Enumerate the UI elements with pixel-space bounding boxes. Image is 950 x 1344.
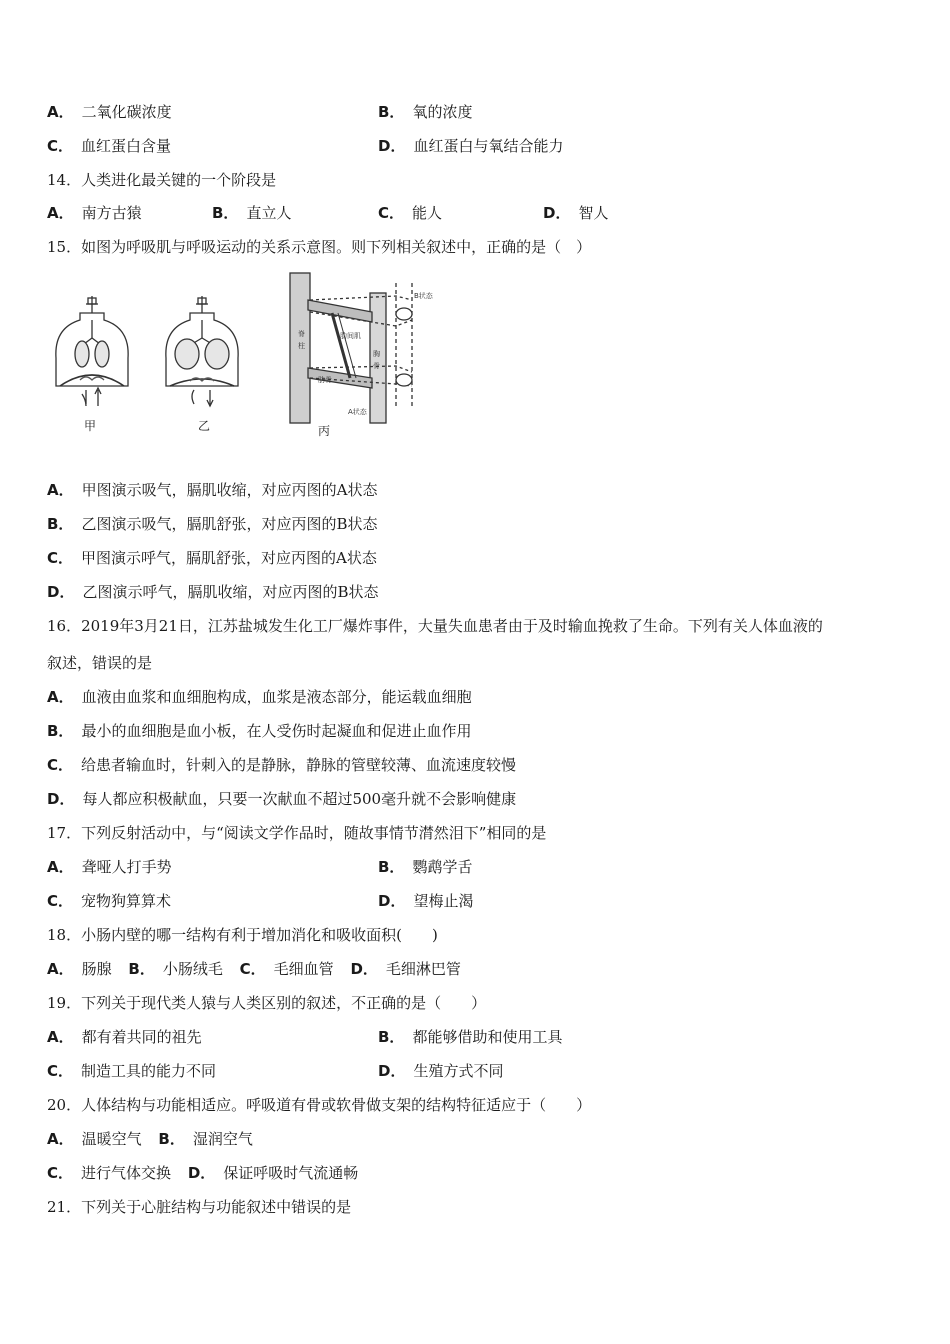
- q19-option-b[interactable]: [378, 1026, 562, 1048]
- q17-option-a[interactable]: [47, 856, 172, 878]
- q14-option-c[interactable]: [378, 202, 442, 224]
- b-state-label: B状态: [414, 292, 433, 300]
- q15-option-d[interactable]: [47, 581, 378, 603]
- q15-option-a[interactable]: [47, 479, 377, 501]
- option-text: 南方古猿: [81, 204, 142, 222]
- option-text: 血红蛋白与氧结合能力: [413, 137, 564, 155]
- q16-option-d[interactable]: [47, 788, 516, 810]
- option-text: 甲图演示呼气，膈肌舒张，对应丙图的A状态: [81, 549, 377, 567]
- rib-model-bing: [290, 273, 412, 423]
- option-label: A．: [47, 1028, 74, 1046]
- option-label: A．: [47, 960, 74, 978]
- option-text: 都能够借助和使用工具: [412, 1028, 563, 1046]
- option-label: D．: [187, 1164, 216, 1182]
- option-label: B．: [47, 722, 74, 740]
- q19-option-a[interactable]: [47, 1026, 202, 1048]
- q15-option-c[interactable]: [47, 547, 377, 569]
- option-label: C．: [47, 756, 74, 774]
- q13-option-b[interactable]: [378, 101, 472, 123]
- figure-label-jia: 甲: [84, 419, 97, 433]
- option-text: 能人: [412, 204, 443, 222]
- option-text: 湿润空气: [192, 1130, 253, 1148]
- q14-option-d[interactable]: [543, 202, 608, 224]
- option-text: 乙图演示呼气，膈肌收缩，对应丙图的B状态: [82, 583, 379, 601]
- option-text: 给患者输血时，针刺入的是静脉，静脉的管壁较薄、血流速度较慢: [81, 756, 517, 774]
- bell-jar-jia: [56, 296, 128, 406]
- option-text: 毛细淋巴管: [385, 960, 461, 978]
- option-text: 甲图演示吸气，膈肌收缩，对应丙图的A状态: [81, 481, 378, 499]
- option-label: B．: [378, 858, 405, 876]
- q20-option-b[interactable]: [158, 1130, 252, 1148]
- option-text: 肠腺: [81, 960, 112, 978]
- q18-option-b[interactable]: [128, 960, 222, 978]
- option-label: C．: [378, 204, 405, 222]
- option-label: B．: [158, 1130, 185, 1148]
- option-text: 聋哑人打手势: [81, 858, 172, 876]
- option-text: 乙图演示吸气，膈肌舒张，对应丙图的B状态: [81, 515, 378, 533]
- option-label: A．: [47, 688, 74, 706]
- q18-options-row: [47, 958, 461, 980]
- q18-stem: 18．小肠内壁的哪一结构有利于增加消化和吸收面积( ): [47, 926, 438, 944]
- option-label: A．: [47, 1130, 74, 1148]
- q14-stem: 14．人类进化最关键的一个阶段是: [47, 171, 277, 189]
- option-label: D．: [378, 1062, 406, 1080]
- q20-option-a[interactable]: [47, 1130, 142, 1148]
- q18-option-a[interactable]: [47, 960, 112, 978]
- option-label: C．: [47, 137, 74, 155]
- a-state-label: A状态: [348, 408, 367, 416]
- q19-option-d[interactable]: [378, 1060, 503, 1082]
- option-text: 保证呼吸时气流通畅: [223, 1164, 359, 1182]
- q17-stem: 17．下列反射活动中，与“阅读文学作品时，随故事情节潸然泪下”相同的是: [47, 824, 547, 842]
- option-label: D．: [47, 790, 75, 808]
- option-label: C．: [47, 549, 74, 567]
- option-label: D．: [378, 892, 406, 910]
- figure-label-yi: 乙: [198, 419, 211, 433]
- option-text: 生殖方式不同: [413, 1062, 504, 1080]
- option-text: 小肠绒毛: [162, 960, 223, 978]
- q17-option-b[interactable]: [378, 856, 472, 878]
- respiration-figure: [50, 268, 460, 443]
- option-label: C．: [239, 960, 266, 978]
- option-text: 望梅止渴: [413, 892, 474, 910]
- muscle-label: 肋间肌: [340, 332, 361, 340]
- q18-option-c[interactable]: [240, 960, 334, 978]
- option-text: 直立人: [246, 204, 292, 222]
- option-label: B．: [47, 515, 74, 533]
- q16-option-b[interactable]: [47, 720, 471, 742]
- q13-option-a[interactable]: [47, 101, 172, 123]
- q17-option-d[interactable]: [378, 890, 473, 912]
- option-label: A．: [47, 103, 74, 121]
- q19-option-c[interactable]: [47, 1060, 216, 1082]
- option-label: B．: [212, 204, 239, 222]
- option-text: 最小的血细胞是血小板，在人受伤时起凝血和促进止血作用: [81, 722, 472, 740]
- option-text: 血红蛋白含量: [81, 137, 172, 155]
- q16-stem-line1: 16．2019年3月21日，江苏盐城发生化工厂爆炸事件，大量失血患者由于及时输血挽救了生命。下列有关人体血液的: [47, 617, 823, 635]
- q15-stem: 15．如图为呼吸肌与呼吸运动的关系示意图。则下列相关叙述中，正确的是（ ）: [47, 238, 592, 256]
- option-text: 每人都应积极献血，只要一次献血不超过500毫升就不会影响健康: [82, 790, 517, 808]
- option-text: 进行气体交换: [81, 1164, 172, 1182]
- option-text: 宠物狗算算术: [81, 892, 172, 910]
- option-text: 二氧化碳浓度: [81, 103, 172, 121]
- option-label: C．: [47, 1164, 74, 1182]
- bell-jar-yi: [166, 296, 238, 406]
- q16-option-c[interactable]: [47, 754, 516, 776]
- option-label: D．: [543, 204, 571, 222]
- q20-option-c[interactable]: [47, 1164, 171, 1182]
- q16-option-a[interactable]: [47, 686, 472, 708]
- q21-stem: 21．下列关于心脏结构与功能叙述中错误的是: [47, 1198, 352, 1216]
- q17-option-c[interactable]: [47, 890, 171, 912]
- rib-label: 肋骨: [318, 376, 332, 384]
- q14-option-a[interactable]: [47, 202, 142, 224]
- option-label: B．: [378, 103, 405, 121]
- figure-label-bing: 丙: [318, 424, 331, 438]
- spine-label-2: 柱: [298, 342, 305, 350]
- option-text: 都有着共同的祖先: [81, 1028, 202, 1046]
- option-text: 氧的浓度: [412, 103, 473, 121]
- q20-stem: 20．人体结构与功能相适应。呼吸道有骨或软骨做支架的结构特征适应于（ ）: [47, 1096, 592, 1114]
- option-label: C．: [47, 892, 74, 910]
- sternum-label-1: 胸: [373, 350, 380, 358]
- option-text: 温暖空气: [81, 1130, 142, 1148]
- q20-options-row-1: [47, 1128, 253, 1150]
- option-label: C．: [47, 1062, 74, 1080]
- option-label: A．: [47, 858, 74, 876]
- option-label: B．: [378, 1028, 405, 1046]
- q13-option-d[interactable]: [378, 135, 563, 157]
- q20-option-d[interactable]: [188, 1164, 358, 1182]
- q19-stem: 19．下列关于现代类人猿与人类区别的叙述，不正确的是（ ）: [47, 994, 487, 1012]
- option-label: D．: [47, 583, 75, 601]
- option-label: D．: [378, 137, 406, 155]
- option-text: 血液由血浆和血细胞构成，血浆是液态部分，能运载血细胞: [81, 688, 472, 706]
- q16-stem-line2: 叙述，错误的是: [47, 654, 153, 672]
- q15-option-b[interactable]: [47, 513, 377, 535]
- spine-label-1: 脊: [298, 330, 305, 338]
- q13-option-c[interactable]: [47, 135, 171, 157]
- option-label: A．: [47, 204, 74, 222]
- q14-option-b[interactable]: [212, 202, 291, 224]
- option-text: 毛细血管: [273, 960, 334, 978]
- q18-option-d[interactable]: [350, 960, 460, 978]
- option-label: A．: [47, 481, 74, 499]
- option-text: 智人: [578, 204, 609, 222]
- q20-options-row-2: [47, 1162, 358, 1184]
- respiration-diagram-svg: [50, 268, 460, 443]
- option-text: 制造工具的能力不同: [81, 1062, 217, 1080]
- option-text: 鹦鹉学舌: [412, 858, 473, 876]
- option-label: B．: [128, 960, 155, 978]
- sternum-label-2: 骨: [373, 362, 380, 370]
- option-label: D．: [350, 960, 378, 978]
